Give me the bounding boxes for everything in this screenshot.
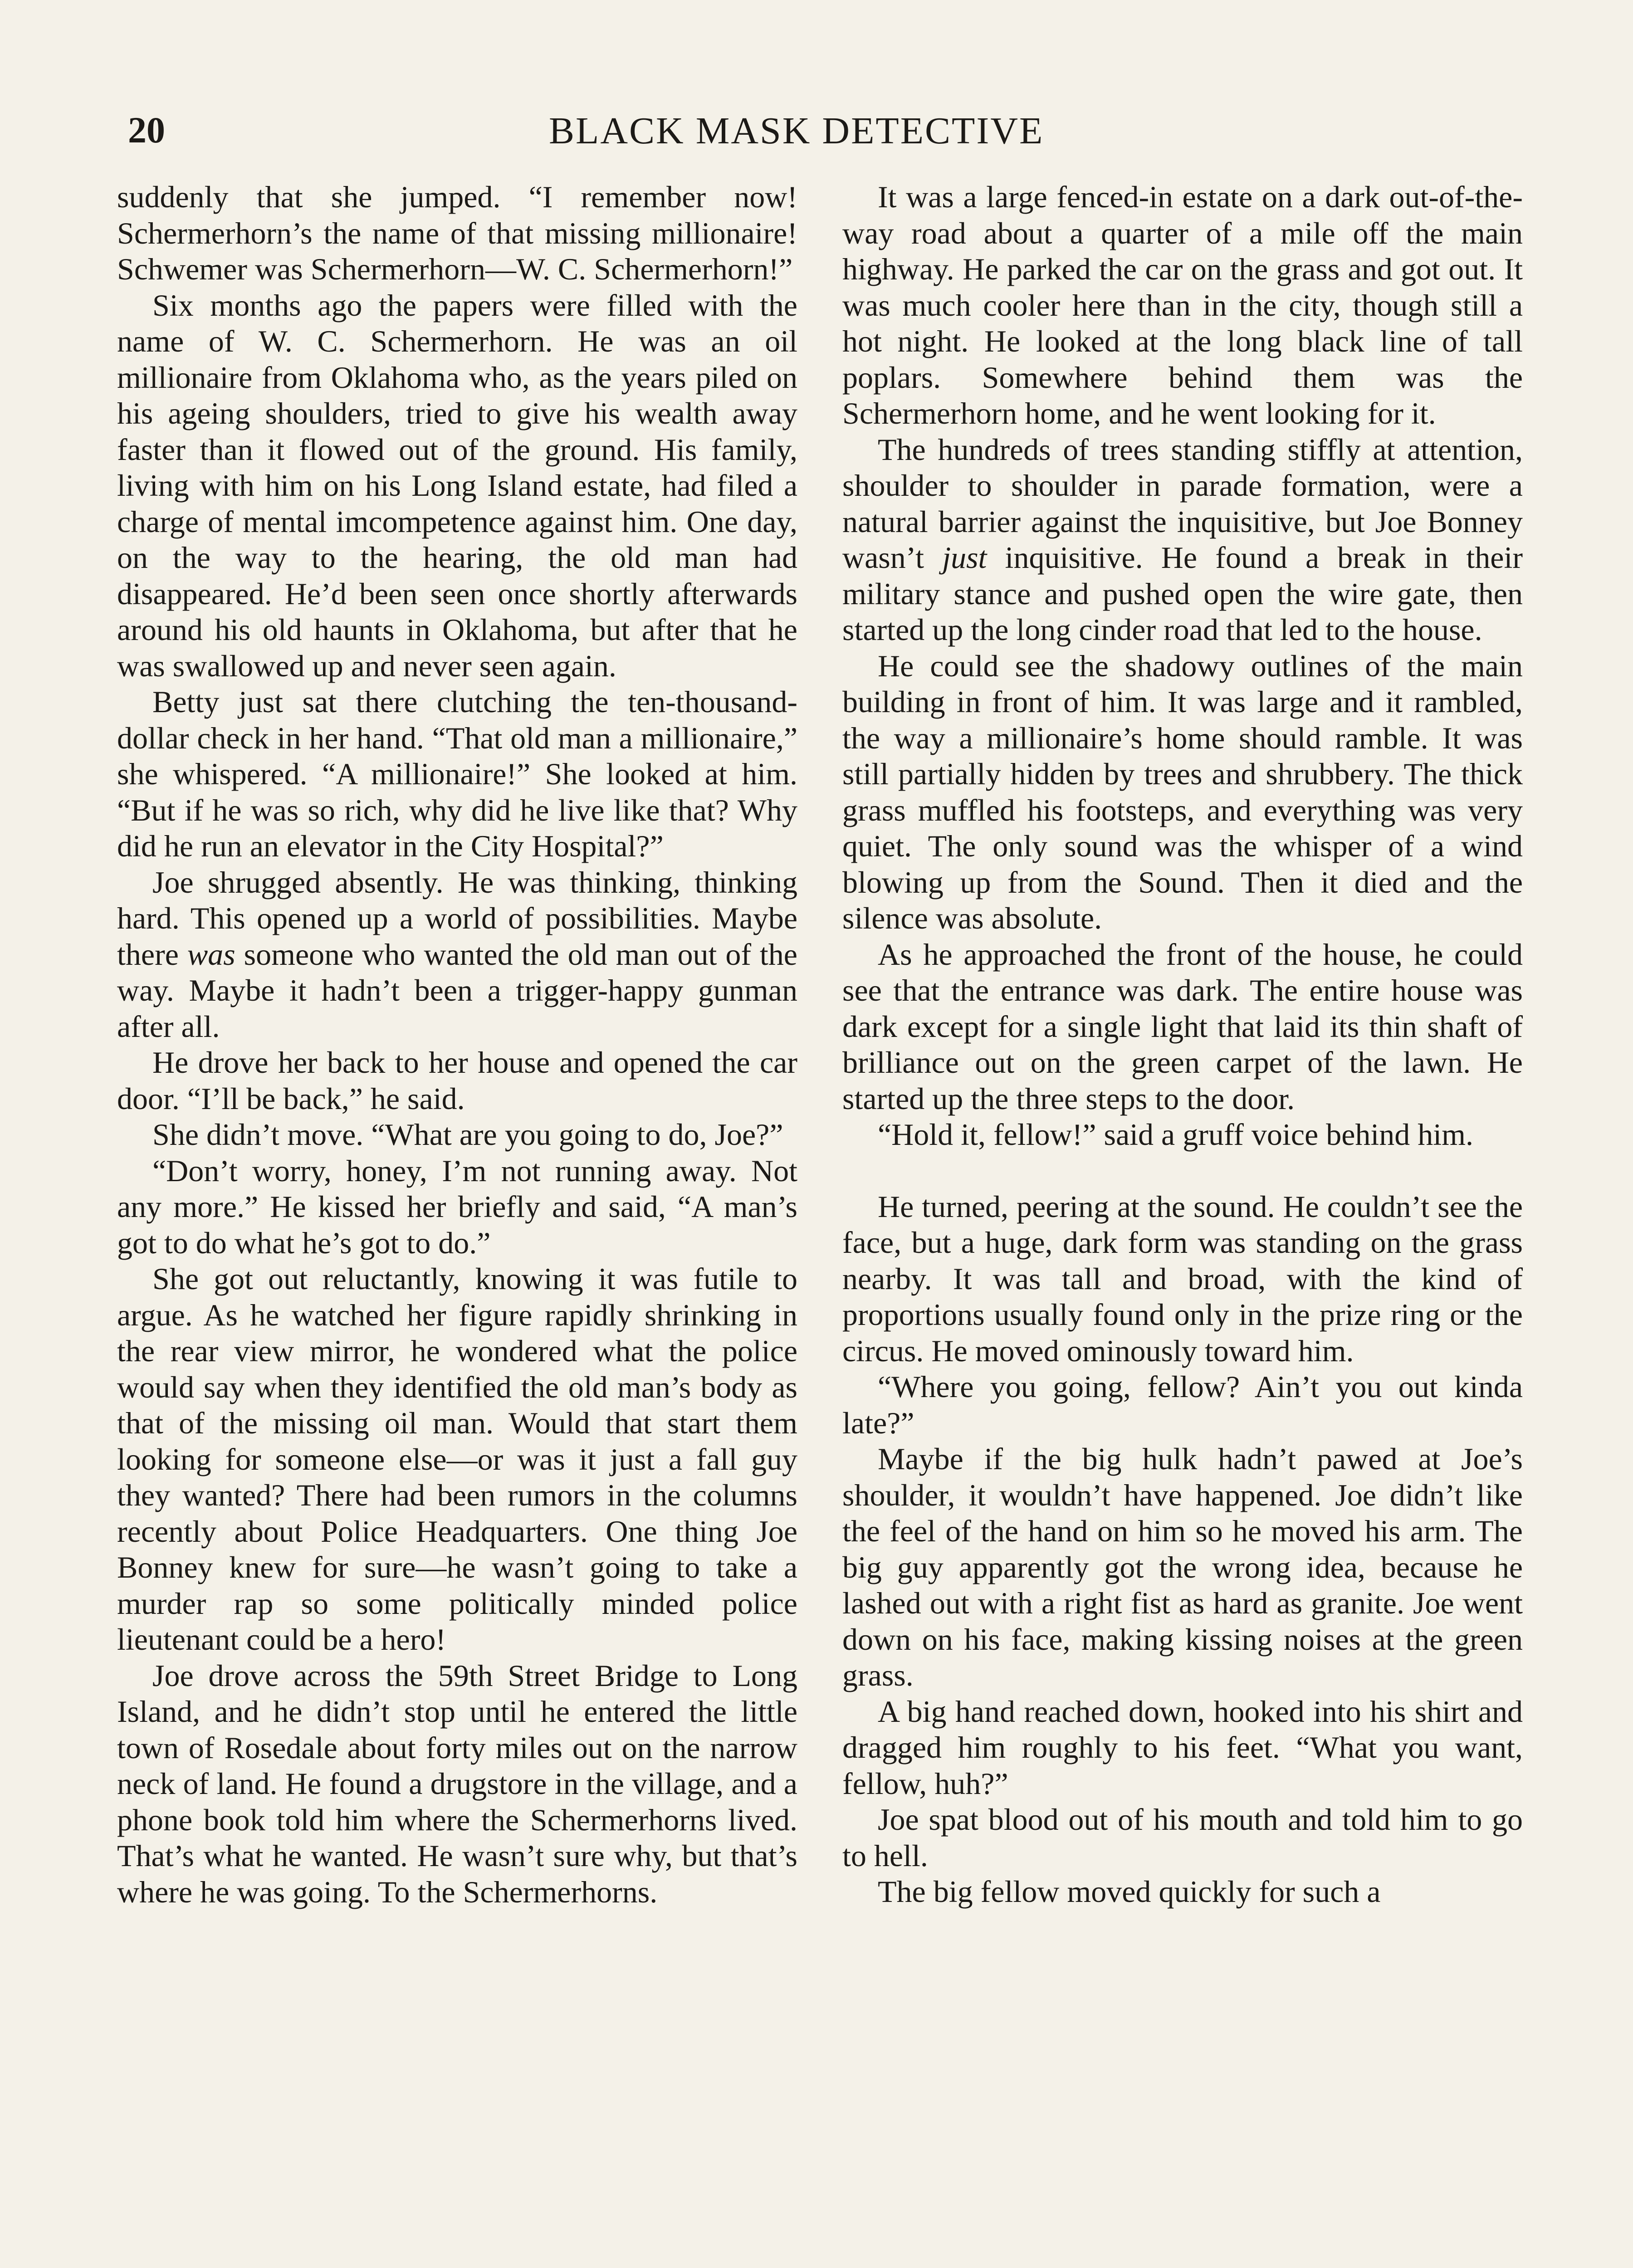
paragraph: The big fellow moved quickly for such a xyxy=(878,1874,1381,1909)
paragraph: A big hand reached down, hooked into his shirt and dragged him roughly to his feet. “What you want, fellow, huh?” xyxy=(842,1694,1523,1801)
page-header xyxy=(0,109,1633,159)
paragraph: Joe spat blood out of his mouth and told him to go to hell. xyxy=(842,1802,1523,1873)
paragraph: Six months ago the papers were filled with the name of W. C. Schermerhorn. He was an oil millionaire from Oklahoma who, as the years piled on his ageing shoulders, tried to give his wealth away faster than it flowed out of the ground. His family, living with him on his Long Island estate, had filed a charge of mental imcompetence against him. One day, on the way to the hearing, the old man had disappeared. He’d been seen once shortly afterwards around his old haunts in Oklahoma, but after that he was swallowed up and never seen again. xyxy=(117,288,797,683)
paragraph-text: The hundreds of trees standing stiffly at attention, shoulder to shoulder in parade formation, were a natural barrier against the inquisitive, but Joe Bonney wasn’t xyxy=(842,432,1523,575)
paragraph: Betty just sat there clutching the ten-thousand-dollar check in her hand. “That old man a millionaire,” she whispered. “A millionaire!” She looked at him. “But if he was so rich, why did he live like that? Why did he run an elevator in the City Hospital?” xyxy=(117,684,797,863)
paragraph: Maybe if the big hulk hadn’t pawed at Joe’s shoulder, it wouldn’t have happened. Joe didn’t like the feel of the hand on him so he moved his arm. The big guy apparently got the wrong idea, because he lashed out with a right fist as hard as granite. Joe went down on his face, making kissing noises at the green grass. xyxy=(842,1442,1523,1692)
paragraph: She got out reluctantly, knowing it was futile to argue. As he watched her figure rapidly shrinking in the rear view mirror, he wondered what the police would say when they identified the old man’s body as that of the missing oil man. Would that start them looking for someone else—or was it just a fall guy they wanted? There had been rumors in the columns recently about Police Headquarters. One thing Joe Bonney knew for sure—he wasn’t going to take a murder rap so some politically minded police lieutenant could be a hero! xyxy=(117,1261,797,1657)
right-column xyxy=(842,179,1523,1910)
paragraph: As he approached the front of the house, he could see that the entrance was dark. The entire house was dark except for a single light that laid its thin shaft of brilliance out on the green carpet of the lawn. He started up the three steps to the door. xyxy=(842,937,1523,1116)
paragraph: She didn’t move. “What are you going to do, Joe?” xyxy=(152,1117,783,1152)
paragraph: Joe drove across the 59th Street Bridge to Long Island, and he didn’t stop until he entered the little town of Rosedale about forty miles out on the narrow neck of land. He found a drugstore in the village, and a phone book told him where the Schermerhorns lived. That’s what he wanted. He wasn’t sure why, but that’s where he was going. To the Schermerhorns. xyxy=(117,1658,797,1909)
paragraph xyxy=(117,865,797,1045)
emphasized-word: was xyxy=(187,937,235,972)
paragraph: “Hold it, fellow!” said a gruff voice behind him. xyxy=(878,1117,1474,1152)
paragraph: He drove her back to her house and opened the car door. “I’ll be back,” he said. xyxy=(117,1045,797,1116)
paragraph: He could see the shadowy outlines of the main building in front of him. It was large and it rambled, the way a millionaire’s home should ramble. It was still partially hidden by trees and shrubbery. The thick grass muffled his footsteps, and everything was very quiet. The only sound was the whisper of a wind blowing up from the Sound. Then it died and the silence was absolute. xyxy=(842,648,1523,935)
running-title: BLACK MASK DETECTIVE xyxy=(549,110,1044,152)
paragraph-text: someone who wanted the old man out of the way. Maybe it hadn’t been a trigger-happy gunman after all. xyxy=(117,937,797,1044)
page-number: 20 xyxy=(128,109,165,151)
left-column xyxy=(117,179,797,1910)
paragraph: “Where you going, fellow? Ain’t you out kinda late?” xyxy=(842,1369,1523,1440)
paragraph-text: Joe shrugged absently. He was thinking, thinking hard. This opened up a world of possibilities. Maybe there xyxy=(117,865,797,972)
paragraph: “Don’t worry, honey, I’m not running away. Not any more.” He kissed her briefly and said, “A man’s got to do what he’s got to do.” xyxy=(117,1153,797,1260)
paragraph-text: inquisitive. He found a break in their military stance and pushed open the wire gate, then started up the long cinder road that led to the house. xyxy=(842,540,1523,647)
emphasized-word: just xyxy=(942,540,987,575)
paragraph: suddenly that she jumped. “I remember now! Schermerhorn’s the name of that missing millionaire! Schwemer was Schermerhorn—W. C. Schermerhorn!” xyxy=(117,180,797,286)
paragraph: It was a large fenced-in estate on a dark out-of-the-way road about a quarter of a mile off the main highway. He parked the car on the grass and got out. It was much cooler here than in the city, though still a hot night. He looked at the long black line of tall poplars. Somewhere behind them was the Schermerhorn home, and he went looking for it. xyxy=(842,180,1523,430)
paragraph xyxy=(842,432,1523,648)
paragraph: He turned, peering at the sound. He couldn’t see the face, but a huge, dark form was standing on the grass nearby. It was tall and broad, with the kind of proportions usually found only in the prize ring or the circus. He moved ominously toward him. xyxy=(842,1189,1523,1368)
